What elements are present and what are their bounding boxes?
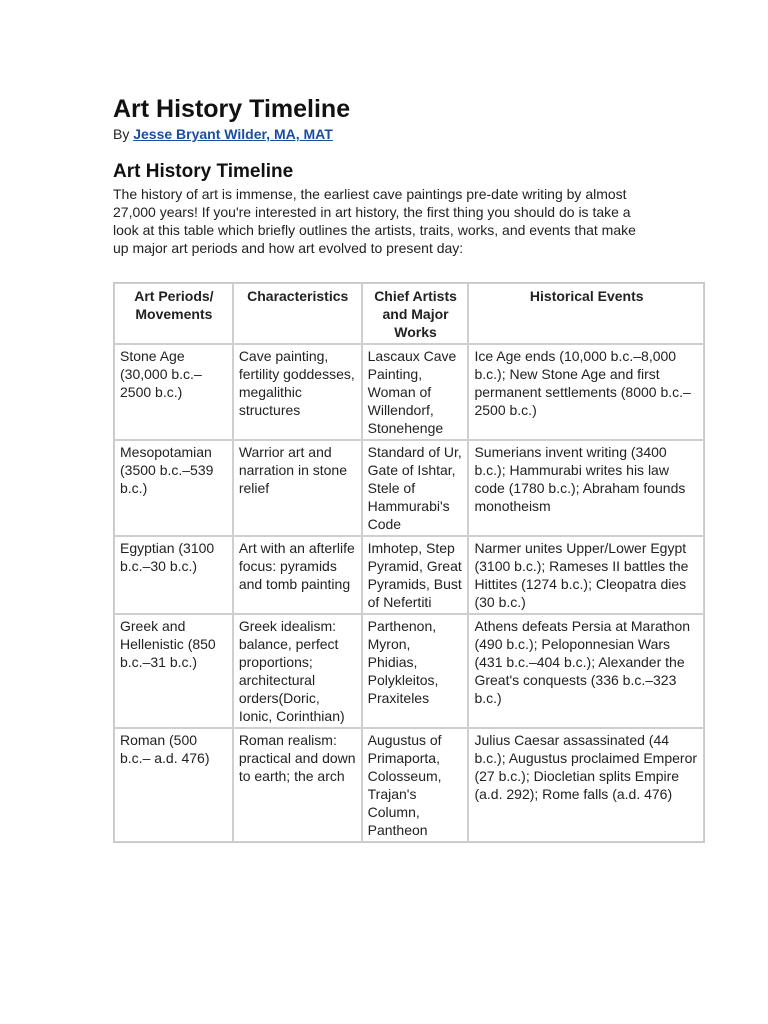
cell-works: Lascaux Cave Painting, Woman of Willendorf, Stonehenge: [362, 344, 469, 440]
byline: [113, 125, 713, 143]
cell-works: Standard of Ur, Gate of Ishtar, Stele of Hammurabi's Code: [362, 440, 469, 536]
table-header-row: [114, 283, 704, 344]
header-historical-events: Historical Events: [468, 283, 704, 344]
page-title: Art History Timeline: [113, 95, 351, 123]
cell-characteristics: Greek idealism: balance, perfect proportions; architectural orders(Doric, Ionic, Corinthian): [233, 614, 362, 728]
cell-characteristics: Cave painting, fertility goddesses, megalithic structures: [233, 344, 362, 440]
cell-period: Mesopotamian (3500 b.c.–539 b.c.): [114, 440, 233, 536]
table-row: [114, 536, 704, 614]
cell-characteristics: Warrior art and narration in stone relief: [233, 440, 362, 536]
table-row: [114, 344, 704, 440]
cell-period: Egyptian (3100 b.c.–30 b.c.): [114, 536, 233, 614]
table-row: [114, 728, 704, 842]
by-label: By: [113, 126, 130, 142]
cell-works: Augustus of Primaporta, Colosseum, Trajan's Column, Pantheon: [362, 728, 469, 842]
cell-events: Athens defeats Persia at Marathon (490 b.c.); Peloponnesian Wars (431 b.c.–404 b.c.); Alexander the Great's conquests (336 b.c.–323 b.c.): [468, 614, 704, 728]
cell-period: Stone Age (30,000 b.c.–2500 b.c.): [114, 344, 233, 440]
article: [113, 94, 713, 257]
cell-events: Ice Age ends (10,000 b.c.–8,000 b.c.); New Stone Age and first permanent settlements (8000 b.c.–2500 b.c.): [468, 344, 704, 440]
table-row: [114, 614, 704, 728]
cell-period: Roman (500 b.c.– a.d. 476): [114, 728, 233, 842]
table-row: [114, 440, 704, 536]
intro-paragraph: The history of art is immense, the earliest cave paintings pre-date writing by almost 27,000 years! If you're interested in art history, the first thing you should do is take a look at this table which briefly outlines the artists, traits, works, and events that make up major art periods and how art evolved to present day:: [113, 186, 636, 256]
cell-characteristics: Art with an afterlife focus: pyramids and tomb painting: [233, 536, 362, 614]
cell-works: Imhotep, Step Pyramid, Great Pyramids, Bust of Nefertiti: [362, 536, 469, 614]
cell-events: Julius Caesar assassinated (44 b.c.); Augustus proclaimed Emperor (27 b.c.); Diocletian splits Empire (a.d. 292); Rome falls (a.d. 476): [468, 728, 704, 842]
cell-period: Greek and Hellenistic (850 b.c.–31 b.c.): [114, 614, 233, 728]
author-link[interactable]: Jesse Bryant Wilder, MA, MAT: [133, 126, 333, 142]
header-characteristics: Characteristics: [233, 283, 362, 344]
cell-characteristics: Roman realism: practical and down to earth; the arch: [233, 728, 362, 842]
cell-events: Sumerians invent writing (3400 b.c.); Hammurabi writes his law code (1780 b.c.); Abraham founds monotheism: [468, 440, 704, 536]
cell-events: Narmer unites Upper/Lower Egypt (3100 b.c.); Rameses II battles the Hittites (1274 b.c.); Cleopatra dies (30 b.c.): [468, 536, 704, 614]
cell-works: Parthenon, Myron, Phidias, Polykleitos, Praxiteles: [362, 614, 469, 728]
section-title: Art History Timeline: [113, 161, 294, 182]
timeline-table: [113, 282, 705, 843]
header-art-periods: Art Periods/ Movements: [114, 283, 233, 344]
header-chief-artists: Chief Artists and Major Works: [362, 283, 469, 344]
